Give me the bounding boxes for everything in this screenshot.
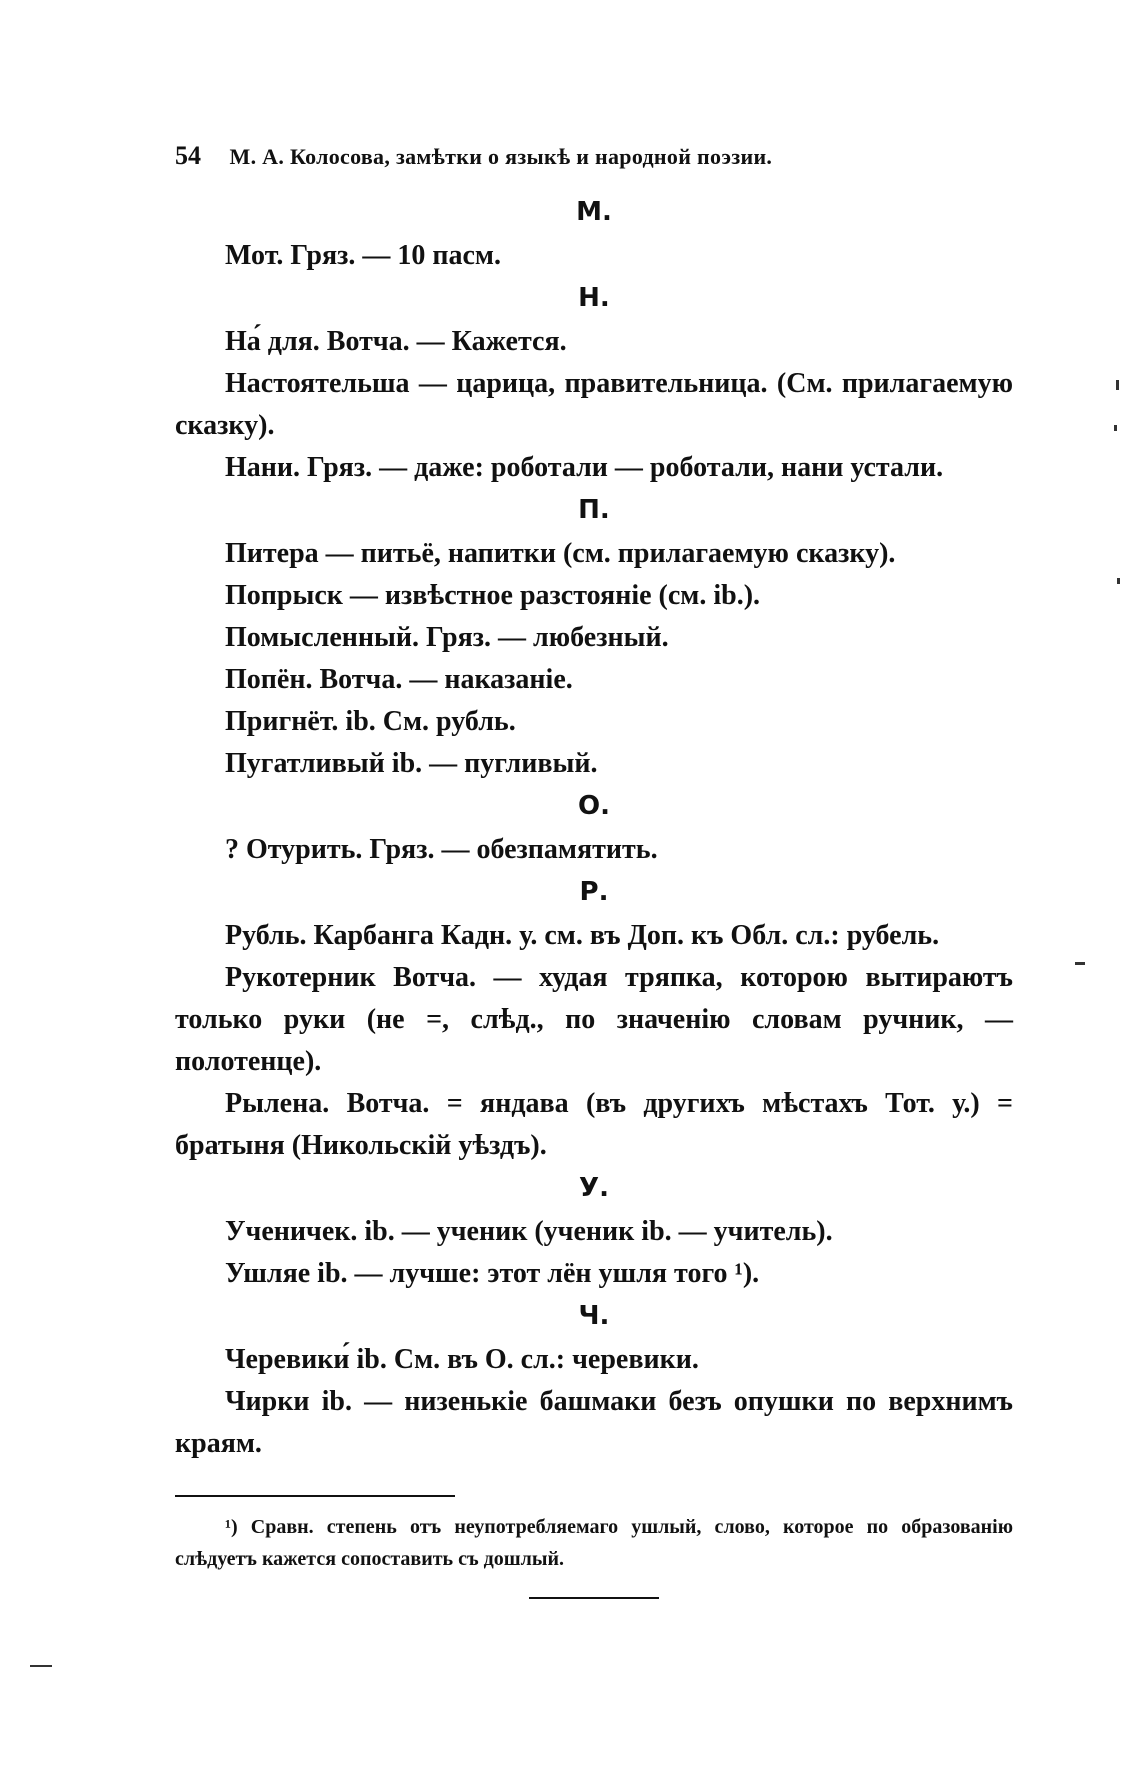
dictionary-entry: Ушляе ib. — лучше: этот лён ушля того ¹).: [225, 1258, 760, 1289]
section-letter: M.: [576, 197, 612, 227]
dictionary-entry: Мот. Гряз. — 10 пасм.: [225, 240, 501, 271]
dictionary-entry: Нани. Гряз. — даже: роботали — роботали, нани устали.: [225, 452, 944, 483]
dictionary-entry: Рубль. Карбанга Кадн. у. см. въ Доп. къ Обл. сл.: рубель.: [225, 920, 940, 951]
dictionary-entry: Пригнёт. ib. См. рубль.: [225, 706, 516, 737]
dictionary-entry: Рылена. Вотча. = яндава (въ другихъ мѣстахъ Тот. у.) = братыня (Никольскій уѣздъ).: [175, 1088, 1013, 1161]
scan-speck: [1114, 425, 1117, 431]
dictionary-entry: Рукотерник Вотча. — худая тряпка, которою вытираютъ только руки (не =, слѣд., по значенію словам ручник, — полотенце).: [175, 962, 1013, 1077]
dictionary-entry: На́ для. Вотча. — Кажется.: [225, 326, 567, 357]
dictionary-entry: Помысленный. Гряз. — любезный.: [225, 622, 669, 653]
section-letter: Р.: [579, 877, 609, 907]
section-o: [175, 789, 1013, 871]
section-ch: [175, 1299, 1013, 1465]
scan-speck: [30, 1665, 52, 1667]
dictionary-entry: Черевики́ ib. См. въ О. сл.: черевики.: [225, 1344, 699, 1375]
section-n: [175, 281, 1013, 489]
dictionary-entry: Питера — питьё, напитки (см. прилагаемую сказку).: [225, 538, 896, 569]
section-p: [175, 493, 1013, 785]
footnote-divider: [175, 1495, 455, 1497]
page-number: 54: [175, 141, 201, 170]
running-header: [175, 140, 1013, 173]
section-u: [175, 1171, 1013, 1295]
footnote: ¹) Сравн. степень отъ неупотребляемаго ушлый, слово, которое по образованію слѣдуетъ кажется сопоставить съ дошлый.: [175, 1516, 1013, 1570]
dictionary-entry: Настоятельша — царица, правительница. (См. прилагаемую сказку).: [175, 368, 1013, 441]
section-letter: Ч.: [578, 1301, 610, 1331]
dictionary-entry: ? Отурить. Гряз. — обезпамятить.: [225, 834, 658, 865]
scan-speck: [1116, 380, 1119, 390]
dictionary-entry: Пугатливый ib. — пугливый.: [225, 748, 598, 779]
dictionary-entry: Попрыск — извѣстное разстояніе (см. ib.).: [225, 580, 761, 611]
scan-speck: [1117, 578, 1120, 584]
dictionary-entry: Ученичек. ib. — ученик (ученик ib. — учитель).: [225, 1216, 833, 1247]
running-title: М. А. Колосова, замѣтки о языкѣ и народной поэзии.: [229, 144, 773, 169]
section-letter: У.: [579, 1173, 609, 1203]
section-m: [175, 195, 1013, 277]
scan-speck: [1075, 962, 1085, 965]
dictionary-entry: Чирки ib. — низенькіе башмаки безъ опушки по верхнимъ краям.: [175, 1386, 1013, 1459]
page-body: [175, 140, 1013, 1599]
section-letter: О.: [578, 791, 610, 821]
end-rule: [529, 1597, 659, 1599]
dictionary-entry: Попён. Вотча. — наказаніе.: [225, 664, 573, 695]
section-letter: H.: [578, 283, 610, 313]
section-letter: П.: [578, 495, 610, 525]
section-r: [175, 875, 1013, 1167]
